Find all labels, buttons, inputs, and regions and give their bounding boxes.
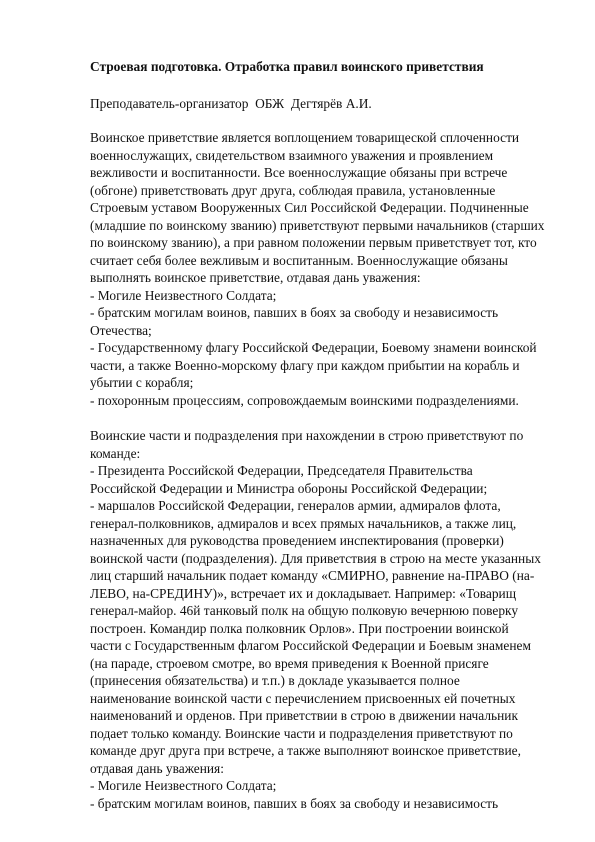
text-line: части с Государственным флагом Российской Федерации и Боевым знаменем xyxy=(90,638,531,653)
text-line: Российской Федерации и Министра обороны Российской Федерации; xyxy=(90,480,488,496)
text-line: выполнять воинское приветствие, отдавая дань уважения: xyxy=(90,270,421,285)
text-line: воинской части (подразделения). Для приветствия в строю на месте указанных xyxy=(90,550,541,566)
text-line: (обгоне) приветствовать друг друга, соблюдая правила, установленные xyxy=(90,182,496,198)
text-line: отдавая дань уважения: xyxy=(90,760,224,776)
text-line: Отечества; xyxy=(90,322,152,338)
text-line: - маршалов Российской Федерации, генералов армии, адмиралов флота, xyxy=(90,498,501,513)
document-page xyxy=(90,58,550,830)
text-line: - Могиле Неизвестного Солдата; xyxy=(90,778,277,793)
text-line: части, а также Военно-морскому флагу при каждом прибытии на корабль и xyxy=(90,357,520,373)
text-line: наименований и орденов. При приветствии в строю в движении начальник xyxy=(90,708,518,723)
text-line: считает себя более вежливым и воспитанным. Военнослужащие обязаны xyxy=(90,252,508,268)
document-title: Строевая подготовка. Отработка правил воинского приветствия xyxy=(90,59,484,74)
text-line: - братским могилам воинов, павших в боях за свободу и независимость xyxy=(90,305,499,320)
text-line: генерал-майор. 46й танковый полк на общую полковую вечернюю поверку xyxy=(90,603,519,618)
text-line: назначенных для руководства проведением инспектирования (проверки) xyxy=(90,533,504,548)
paragraph-unit-greetings xyxy=(90,427,550,812)
text-line: Строевым уставом Вооруженных Сил Российской Федерации. Подчиненные xyxy=(90,200,529,215)
text-line: (принесения обязательства) и т.п.) в докладе указывается полное xyxy=(90,673,460,688)
text-line: команде: xyxy=(90,445,141,461)
text-line: Воинские части и подразделения при нахождении в строю приветствуют по xyxy=(90,428,524,443)
text-line: построен. Командир полка полковник Орлов». При построении воинской xyxy=(90,620,509,636)
text-line: - похоронным процессиям, сопровождаемым воинскими подразделениями. xyxy=(90,392,519,408)
text-line: - братским могилам воинов, павших в боях за свободу и независимость xyxy=(90,795,499,811)
text-line: генерал-полковников, адмиралов и всех прямых начальников, а также лиц, xyxy=(90,515,517,531)
text-line: убытии с корабля; xyxy=(90,375,194,390)
text-line: команде друг друга при встрече, а также выполняют воинское приветствие, xyxy=(90,743,521,758)
text-line: наименование воинской части с перечислением присвоенных ей почетных xyxy=(90,690,516,706)
paragraph-greeting-rules xyxy=(90,129,550,409)
text-line: военнослужащих, свидетельством взаимного уважения и проявлением xyxy=(90,147,494,163)
text-line: (на параде, строевом смотре, во время приведения к Военной присяге xyxy=(90,655,489,671)
text-line: ЛЕВО, на-СРЕДИНУ)», встречает их и докладывает. Например: «Товарищ xyxy=(90,585,517,601)
text-line: - Президента Российской Федерации, Председателя Правительства xyxy=(90,463,473,478)
text-line: по воинскому званию), а при равном положении первым приветствует тот, кто xyxy=(90,235,537,250)
document-author: Преподаватель-организатор ОБЖ Дегтярёв А.И. xyxy=(90,95,372,111)
text-line: лиц старший начальник подает команду «СМИРНО, равнение на-ПРАВО (на- xyxy=(90,568,535,583)
text-line: подает только команду. Воинские части и подразделения приветствуют по xyxy=(90,725,513,741)
text-line: (младшие по воинскому званию) приветствуют первыми начальников (старших xyxy=(90,217,545,233)
text-line: Воинское приветствие является воплощением товарищеской сплоченности xyxy=(90,130,520,145)
text-line: - Государственному флагу Российской Федерации, Боевому знамени воинской xyxy=(90,340,537,355)
text-line: вежливости и воспитанности. Все военнослужащие обязаны при встрече xyxy=(90,165,508,180)
text-line: - Могиле Неизвестного Солдата; xyxy=(90,287,277,303)
